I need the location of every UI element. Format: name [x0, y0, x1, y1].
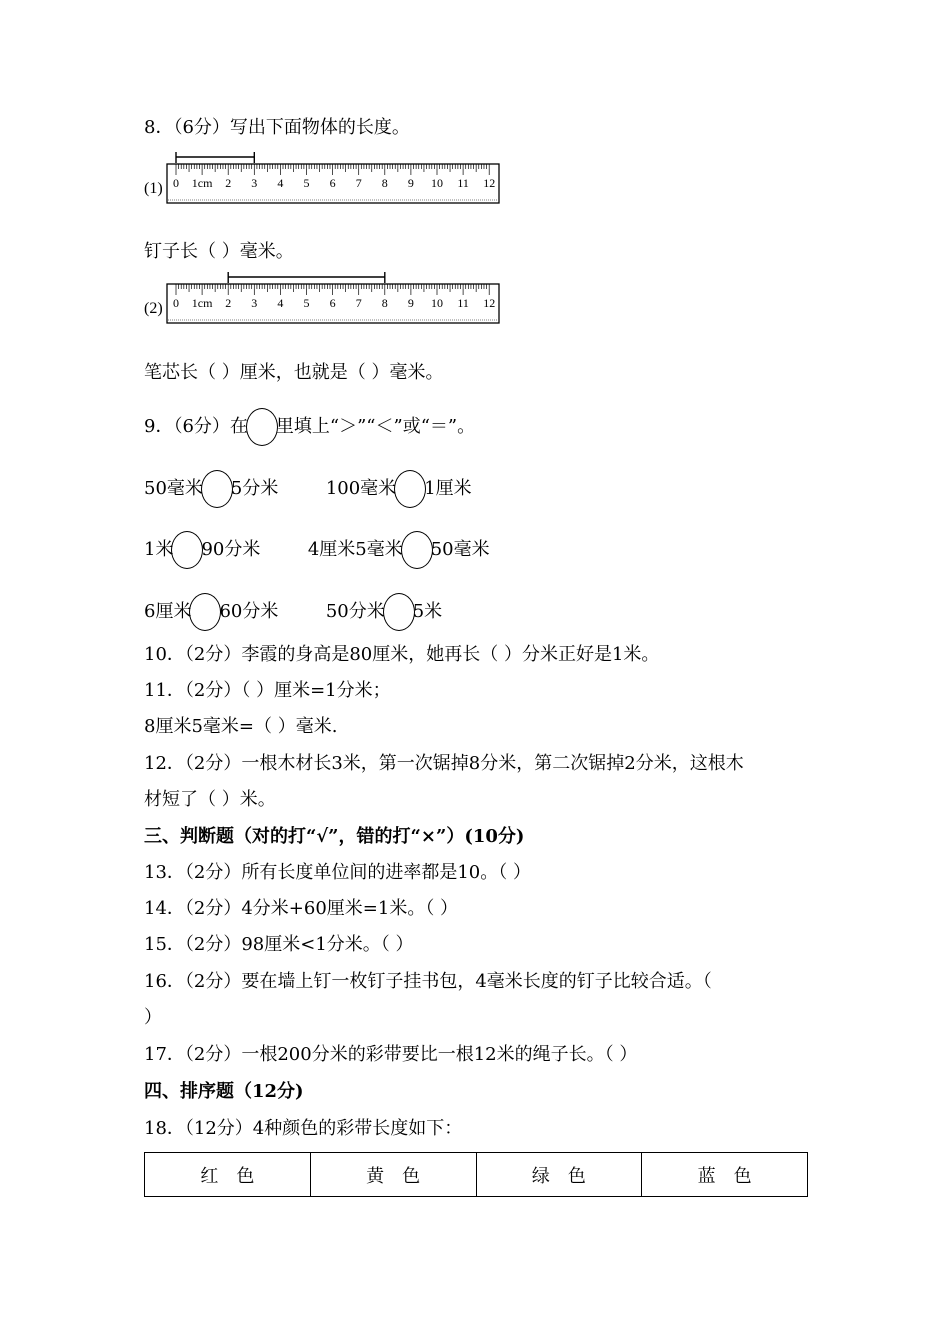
ruler1-tick-label: 2 [225, 176, 232, 190]
q10: 10．（2分）李霞的身高是80厘米，她再长（ ）分米正好是1米。 [144, 644, 660, 665]
ruler1-tick-label: 1cm [191, 176, 213, 190]
q13: 13．（2分）所有长度单位间的进率都是10。（ ） [144, 862, 531, 883]
q9-r3-a-circle[interactable] [189, 593, 221, 631]
ruler2-tick-label: 2 [225, 296, 232, 310]
q8-title: 8．（6分）写出下面物体的长度。 [144, 117, 410, 138]
q9-r3-a-right: 60分米 [219, 601, 279, 622]
ruler1-tick-label: 0 [173, 176, 179, 190]
ruler1-numbers [173, 176, 495, 190]
q18: 18．（12分）4种颜色的彩带长度如下： [144, 1118, 463, 1139]
ruler2-label: (2) [144, 300, 163, 317]
ruler2-tick-label: 7 [355, 296, 362, 310]
ruler1-tick-label: 11 [457, 176, 469, 190]
q9-r2-b-right: 50毫米 [430, 539, 490, 560]
ruler2 [166, 270, 502, 326]
color-cell-green: 绿 色 [476, 1153, 642, 1197]
q16a: 16．（2分）要在墙上钉一枚钉子挂书包，4毫米长度的钉子比较合适。（ [144, 971, 712, 992]
ruler2-tick-label: 12 [483, 296, 496, 310]
q9-r2-a-right: 90分米 [201, 539, 261, 560]
color-cell-red: 红 色 [145, 1153, 311, 1197]
ruler2-tick-label: 4 [277, 296, 284, 310]
q9-r3-b-left: 50分米 [325, 601, 385, 622]
q9-row-2 [144, 531, 490, 569]
ruler2-tick-label: 6 [329, 296, 336, 310]
q9-r2-a-left: 1米 [144, 539, 174, 560]
q14: 14．（2分）4分米+60厘米=1米。（ ） [144, 898, 459, 919]
ruler2-ticks [176, 284, 489, 295]
q9-r3-b-circle[interactable] [383, 593, 415, 631]
ruler2-tick-label: 10 [431, 296, 443, 310]
q9-title-circle[interactable] [246, 408, 278, 446]
q9-r1-a-right: 5分米 [230, 478, 279, 499]
q9-title-a: 9．（6分）在 [144, 416, 248, 437]
ruler2-tick-label: 0 [173, 296, 179, 310]
ruler1-tick-label: 9 [407, 176, 414, 190]
ruler2-numbers [173, 296, 495, 310]
q9-r1-a-left: 50毫米 [144, 478, 203, 499]
ruler2-tick-label: 5 [303, 296, 310, 310]
ruler2-object [228, 272, 385, 283]
q9-r1-b-circle[interactable] [394, 470, 426, 508]
ruler2-tick-label: 11 [457, 296, 469, 310]
q8-answer1: 钉子长（ ）毫米。 [144, 241, 294, 262]
q9-r2-b-left: 4厘米5毫米 [307, 539, 403, 560]
q9-row-1 [144, 470, 472, 508]
ruler1-label: (1) [144, 180, 163, 197]
ruler1 [166, 150, 502, 206]
q16b: ） [144, 1007, 162, 1028]
color-table [144, 1152, 808, 1197]
q9-r2-a-circle[interactable] [171, 531, 203, 569]
ruler1-tick-label: 3 [251, 176, 258, 190]
ruler2-tick-label: 3 [251, 296, 258, 310]
ruler2-tick-label: 9 [407, 296, 414, 310]
q11a: 11．（2分）（ ）厘米=1分米； [144, 680, 391, 701]
ruler1-tick-label: 12 [483, 176, 496, 190]
table-row [145, 1153, 808, 1197]
ruler1-ticks [176, 164, 489, 175]
q9-r1-a-circle[interactable] [201, 470, 233, 508]
q9-title [144, 408, 475, 446]
ruler1-tick-label: 6 [329, 176, 336, 190]
ruler1-object [176, 152, 254, 163]
q9-r3-b-right: 5米 [412, 601, 443, 622]
q8-answer2: 笔芯长（ ）厘米，也就是（ ）毫米。 [144, 362, 444, 383]
q11b: 8厘米5毫米=（ ）毫米. [144, 716, 338, 737]
q15: 15．（2分）98厘米<1分米。（ ） [144, 934, 414, 955]
ruler2-tick-label: 8 [381, 296, 388, 310]
q12a: 12．（2分）一根木材长3米，第一次锯掉8分米，第二次锯掉2分米，这根木 [144, 753, 744, 774]
q9-r3-a-left: 6厘米 [144, 601, 192, 622]
ruler1-tick-label: 8 [381, 176, 388, 190]
ruler2-tick-label: 1cm [191, 296, 213, 310]
q9-title-b: 里填上“＞”“＜”或“＝”。 [275, 416, 476, 437]
q9-r2-b-circle[interactable] [401, 531, 433, 569]
color-cell-yellow: 黄 色 [310, 1153, 476, 1197]
q12b: 材短了（ ）米。 [144, 789, 276, 810]
q9-r1-b-right: 1厘米 [424, 478, 472, 499]
color-cell-blue: 蓝 色 [642, 1153, 808, 1197]
q9-r1-b-left: 100毫米 [325, 478, 397, 499]
ruler1-tick-label: 10 [431, 176, 443, 190]
q17: 17．（2分）一根200分米的彩带要比一根12米的绳子长。（ ） [144, 1044, 638, 1065]
q9-row-3 [144, 593, 442, 631]
ruler1-tick-label: 7 [355, 176, 362, 190]
section3-heading: 三、判断题（对的打“√”，错的打“×”）(10分) [144, 826, 525, 847]
ruler1-tick-label: 4 [277, 176, 284, 190]
section4-heading: 四、排序题（12分) [144, 1081, 304, 1102]
ruler1-tick-label: 5 [303, 176, 310, 190]
